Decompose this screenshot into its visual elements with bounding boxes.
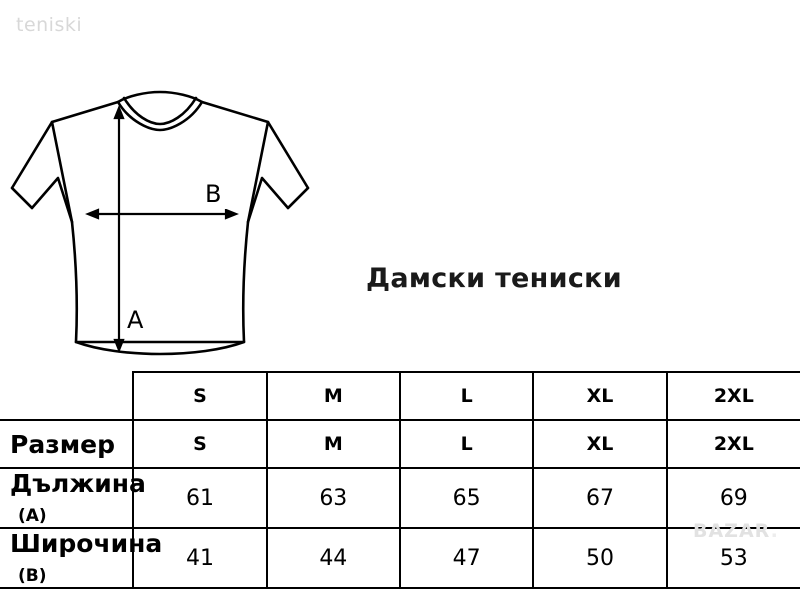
tshirt-diagram <box>0 70 340 370</box>
row-label-length <box>0 468 146 528</box>
table-header-s: S <box>133 372 266 420</box>
measure-label-b: B <box>205 180 222 208</box>
width-arrow-right <box>226 210 236 218</box>
table-row-size <box>0 420 800 468</box>
length-value-l: 65 <box>400 468 533 528</box>
size-table <box>0 371 800 589</box>
width-arrow-left <box>88 210 98 218</box>
cuff-right <box>288 188 308 208</box>
row-label-length-sub: (A) <box>18 506 47 526</box>
cuff-left <box>12 188 32 208</box>
width-value-m: 44 <box>267 528 400 588</box>
table-header-l: L <box>400 372 533 420</box>
table-header-m: M <box>267 372 400 420</box>
row-label-size <box>0 420 133 468</box>
length-value-m: 63 <box>267 468 400 528</box>
width-value-xl: 50 <box>533 528 666 588</box>
table-row-header <box>0 372 800 420</box>
table-corner-blank <box>0 372 133 420</box>
table-header-xl: XL <box>533 372 666 420</box>
page-title: Дамски тениски <box>366 263 622 294</box>
size-value-xl: XL <box>533 420 666 468</box>
width-value-l: 47 <box>400 528 533 588</box>
row-label-width-sub: (B) <box>18 566 47 586</box>
table-row-length <box>0 468 800 528</box>
sleeve-seam-right <box>248 122 268 222</box>
row-label-size-text: Размер <box>10 429 116 459</box>
size-value-l: L <box>400 420 533 468</box>
row-label-length-text: Дължина <box>10 469 146 498</box>
length-value-s: 61 <box>133 468 266 528</box>
length-arrow-bottom <box>115 340 123 350</box>
watermark-bazar-text: BAZAR <box>693 520 771 542</box>
row-label-width-text: Широчина <box>10 529 163 558</box>
size-value-m: M <box>267 420 400 468</box>
length-value-2xl: 69 <box>667 468 800 528</box>
measure-label-a: A <box>127 306 144 334</box>
table-header-2xl: 2XL <box>667 372 800 420</box>
width-value-2xl: 53 <box>667 528 800 588</box>
width-value-s: 41 <box>133 528 266 588</box>
size-value-2xl: 2XL <box>667 420 800 468</box>
tshirt-diagram-svg <box>0 70 340 370</box>
size-value-s: S <box>133 420 266 468</box>
length-value-xl: 67 <box>533 468 666 528</box>
sleeve-seam-left <box>52 122 72 222</box>
watermark-top-left: teniski <box>16 14 83 36</box>
watermark-bazar-dot: . <box>770 520 779 542</box>
watermark-bottom-right <box>693 520 779 542</box>
row-label-width <box>0 528 163 588</box>
hem-line <box>76 342 244 354</box>
table-row-width <box>0 528 800 588</box>
